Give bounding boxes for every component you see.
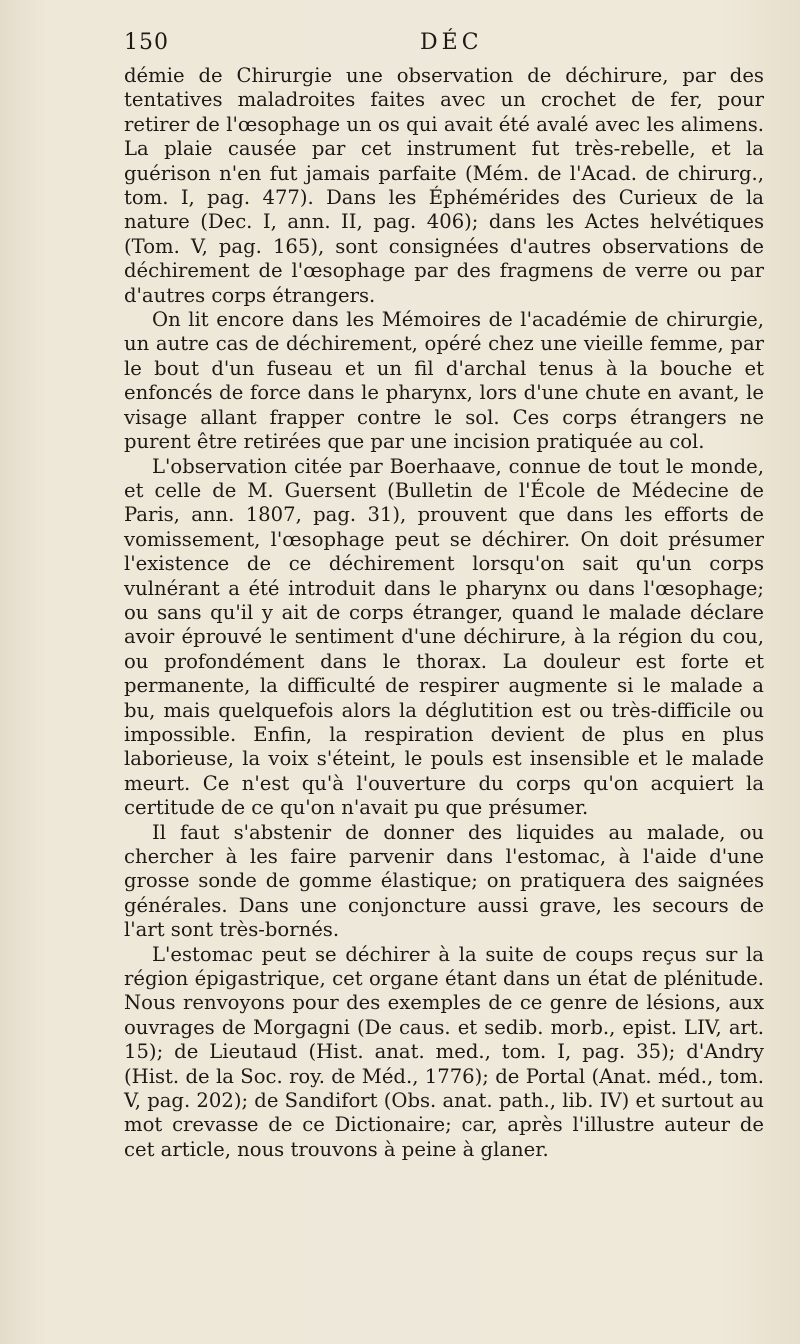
paragraph: On lit encore dans les Mémoires de l'académie de chirurgie, un autre cas de déchirement, opéré chez une vieille femme, par le bout d'un fuseau et un fil d'archal tenus à la bouche et enfoncés de force dans le pharynx, lors d'une chute en avant, le visage allant frapper contre le sol. Ces corps étrangers ne purent être retirées que par une incision pratiquée au col. [124, 308, 764, 454]
body-text [124, 64, 764, 1162]
page-number: 150 [124, 30, 169, 55]
paragraph: démie de Chirurgie une observation de déchirure, par des tentatives maladroites faites avec un crochet de fer, pour retirer de l'œsophage un os qui avait été avalé avec les alimens. La plaie causée par cet instrument fut très-rebelle, et la guérison n'en fut jamais parfaite (Mém. de l'Acad. de chirurg., tom. I, pag. 477). Dans les Éphémérides des Curieux de la nature (Dec. I, ann. II, pag. 406); dans les Actes helvétiques (Tom. V, pag. 165), sont consignées d'autres observations de déchirement de l'œsophage par des fragmens de verre ou par d'autres corps étrangers. [124, 64, 764, 307]
page-header [124, 30, 764, 62]
paragraph: Il faut s'abstenir de donner des liquides au malade, ou chercher à les faire parvenir dans l'estomac, à l'aide d'une grosse sonde de gomme élastique; on pratiquera des saignées générales. Dans une conjoncture aussi grave, les secours de l'art sont très-bornés. [124, 820, 764, 942]
paragraph: L'observation citée par Boerhaave, connue de tout le monde, et celle de M. Guersent (Bulletin de l'École de Médecine de Paris, ann. 1807, pag. 31), prouvent que dans les efforts de vomissement, l'œsophage peut se déchirer. On doit présumer l'existence de ce déchirement lorsqu'on sait qu'un corps vulnérant a été introduit dans le pharynx ou dans l'œsophage; ou sans qu'il y ait de corps étranger, quand le malade déclare avoir éprouvé le sentiment d'une déchirure, à la région du cou, ou profondément dans le thorax. La douleur est forte et permanente, la difficulté de respirer augmente si le malade a bu, mais quelquefois alors la déglutition est ou très-difficile ou impossible. Enfin, la respiration devient de plus en plus laborieuse, la voix s'éteint, le pouls est insensible et le malade meurt. Ce n'est qu'à l'ouverture du corps qu'on acquiert la certitude de ce qu'on n'avait pu que présumer. [124, 454, 764, 820]
running-title: DÉC [420, 30, 483, 55]
paragraph: L'estomac peut se déchirer à la suite de coups reçus sur la région épigastrique, cet organe étant dans un état de plénitude. Nous renvoyons pour des exemples de ce genre de lésions, aux ouvrages de Morgagni (De caus. et sedib. morb., epist. LIV, art. 15); de Lieutaud (Hist. anat. med., tom. I, pag. 35); d'Andry (Hist. de la Soc. roy. de Méd., 1776); de Portal (Anat. méd., tom. V, pag. 202); de Sandifort (Obs. anat. path., lib. IV) et surtout au mot crevasse de ce Dictionaire; car, après l'illustre auteur de cet article, nous trouvons à peine à glaner. [124, 942, 764, 1161]
